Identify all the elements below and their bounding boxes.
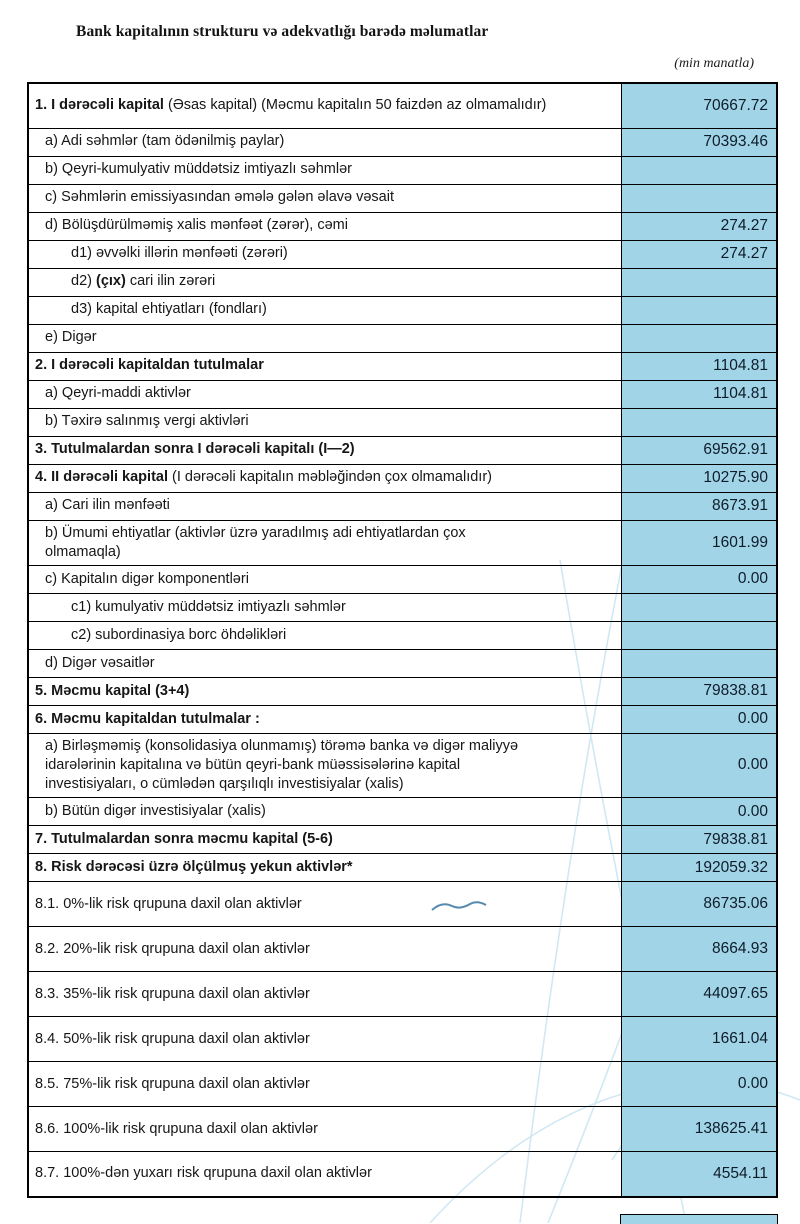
- row-label: a) Adi səhmlər (tam ödənilmiş paylar): [28, 128, 621, 156]
- row-label: 4. II dərəcəli kapital (I dərəcəli kapitalın məbləğindən çox olmamalıdır): [28, 464, 621, 492]
- row-label: e) Digər: [28, 324, 621, 352]
- table-row: [28, 593, 777, 621]
- row-value: 0.00: [621, 565, 777, 593]
- table-row: [28, 296, 777, 324]
- row-value: 70393.46: [621, 128, 777, 156]
- row-label: 8.3. 35%-lik risk qrupuna daxil olan aktivlər: [28, 972, 621, 1017]
- table-row: [28, 1017, 777, 1062]
- row-label: d) Bölüşdürülməmiş xalis mənfəət (zərər), cəmi: [28, 212, 621, 240]
- row-label: a) Birləşməmiş (konsolidasiya olunmamış) törəmə banka və digər maliyyə idarələrinin kapitalına və bütün qeyri-bank müəssisələrinə kapital investisiyaları, o cümlədən qarşılıqlı investisiyalar (xalis): [28, 733, 621, 797]
- row-label: b) Təxirə salınmış vergi aktivləri: [28, 408, 621, 436]
- row-value: [621, 408, 777, 436]
- row-value: 79838.81: [621, 677, 777, 705]
- row-value: 1661.04: [621, 1017, 777, 1062]
- row-label: 5. Məcmu kapital (3+4): [28, 677, 621, 705]
- table-row: [28, 184, 777, 212]
- table-row: [28, 352, 777, 380]
- table-row: [28, 436, 777, 464]
- row-value: 274.27: [621, 240, 777, 268]
- row-label: d3) kapital ehtiyatları (fondları): [28, 296, 621, 324]
- table-row: [28, 212, 777, 240]
- row-label: 8. Risk dərəcəsi üzrə ölçülmuş yekun aktivlər*: [28, 854, 621, 882]
- table-row: [28, 380, 777, 408]
- row-label: 8.4. 50%-lik risk qrupuna daxil olan aktivlər: [28, 1017, 621, 1062]
- table-row: [28, 83, 777, 128]
- row-value: 1601.99: [621, 520, 777, 565]
- row-value: 138625.41: [621, 1107, 777, 1152]
- capital-table-body: [28, 83, 777, 1197]
- row-value: 70667.72: [621, 83, 777, 128]
- row-value: 86735.06: [621, 882, 777, 927]
- page-title: Bank kapitalının strukturu və adekvatlığı barədə məlumatlar: [76, 23, 489, 40]
- table-row: [28, 240, 777, 268]
- table-row: [28, 268, 777, 296]
- row-value: 44097.65: [621, 972, 777, 1017]
- row-label: 1. I dərəcəli kapital (Əsas kapital) (Məcmu kapitalın 50 faizdən az olmamalıdır): [28, 83, 621, 128]
- row-label: d) Digər vəsaitlər: [28, 649, 621, 677]
- row-value: 4554.11: [621, 1152, 777, 1197]
- row-label: 8.2. 20%-lik risk qrupuna daxil olan aktivlər: [28, 927, 621, 972]
- table-row: [28, 826, 777, 854]
- row-value: 10275.90: [621, 464, 777, 492]
- row-value: 1104.81: [621, 352, 777, 380]
- table-row: [28, 854, 777, 882]
- row-label: d1) əvvəlki illərin mənfəəti (zərəri): [28, 240, 621, 268]
- table-row: [28, 464, 777, 492]
- table-row: [28, 1152, 777, 1197]
- unit-note: (min manatla): [674, 56, 754, 71]
- row-label: b) Bütün digər investisiyalar (xalis): [28, 798, 621, 826]
- row-label: 3. Tutulmalardan sonra I dərəcəli kapitalı (I—2): [28, 436, 621, 464]
- row-label: c) Səhmlərin emissiyasından əmələ gələn əlavə vəsait: [28, 184, 621, 212]
- row-value: 8664.93: [621, 927, 777, 972]
- row-label: 8.1. 0%-lik risk qrupuna daxil olan aktivlər: [28, 882, 621, 927]
- table-row: [28, 927, 777, 972]
- table-row: [28, 882, 777, 927]
- table-row: [28, 649, 777, 677]
- row-label: a) Cari ilin mənfəəti: [28, 492, 621, 520]
- row-label: c1) kumulyativ müddətsiz imtiyazlı səhmlər: [28, 593, 621, 621]
- table-row: [28, 705, 777, 733]
- table-row: [28, 1107, 777, 1152]
- table-row: [28, 733, 777, 797]
- row-label: a) Qeyri-maddi aktivlər: [28, 380, 621, 408]
- row-value: [621, 324, 777, 352]
- row-value: [621, 649, 777, 677]
- row-label: 8.5. 75%-lik risk qrupuna daxil olan aktivlər: [28, 1062, 621, 1107]
- table-row: [28, 1062, 777, 1107]
- table-row: [28, 324, 777, 352]
- table-row: [28, 408, 777, 436]
- row-value: 8673.91: [621, 492, 777, 520]
- row-value: [621, 621, 777, 649]
- row-label: c2) subordinasiya borc öhdəlikləri: [28, 621, 621, 649]
- table-row: [28, 565, 777, 593]
- row-value: 0.00: [621, 798, 777, 826]
- row-label: c) Kapitalın digər komponentləri: [28, 565, 621, 593]
- table-row: [28, 677, 777, 705]
- row-value: [621, 184, 777, 212]
- table-row: [28, 492, 777, 520]
- row-value: 79838.81: [621, 826, 777, 854]
- row-value: [621, 268, 777, 296]
- row-value: [621, 156, 777, 184]
- row-value: [621, 296, 777, 324]
- table-row: [28, 156, 777, 184]
- table-row: [28, 520, 777, 565]
- row-value: 1104.81: [621, 380, 777, 408]
- row-label: b) Ümumi ehtiyatlar (aktivlər üzrə yaradılmış adi ehtiyatlardan çox olmamaqla): [28, 520, 621, 565]
- capital-table: [27, 82, 778, 1198]
- row-label: 8.7. 100%-dən yuxarı risk qrupuna daxil olan aktivlər: [28, 1152, 621, 1197]
- row-label: 7. Tutulmalardan sonra məcmu kapital (5-6): [28, 826, 621, 854]
- row-value: 192059.32: [621, 854, 777, 882]
- row-value: 69562.91: [621, 436, 777, 464]
- table-row: [28, 798, 777, 826]
- table-row: [28, 972, 777, 1017]
- row-value: 0.00: [621, 1062, 777, 1107]
- row-value: [621, 593, 777, 621]
- row-label: 2. I dərəcəli kapitaldan tutulmalar: [28, 352, 621, 380]
- row-label: 6. Məcmu kapitaldan tutulmalar :: [28, 705, 621, 733]
- table-row: [28, 128, 777, 156]
- row-value: 0.00: [621, 705, 777, 733]
- table-row: [28, 621, 777, 649]
- row-label: d2) (çıx) cari ilin zərəri: [28, 268, 621, 296]
- row-label: 8.6. 100%-lik risk qrupuna daxil olan aktivlər: [28, 1107, 621, 1152]
- row-value: 274.27: [621, 212, 777, 240]
- row-value: 0.00: [621, 733, 777, 797]
- row-label: b) Qeyri-kumulyativ müddətsiz imtiyazlı səhmlər: [28, 156, 621, 184]
